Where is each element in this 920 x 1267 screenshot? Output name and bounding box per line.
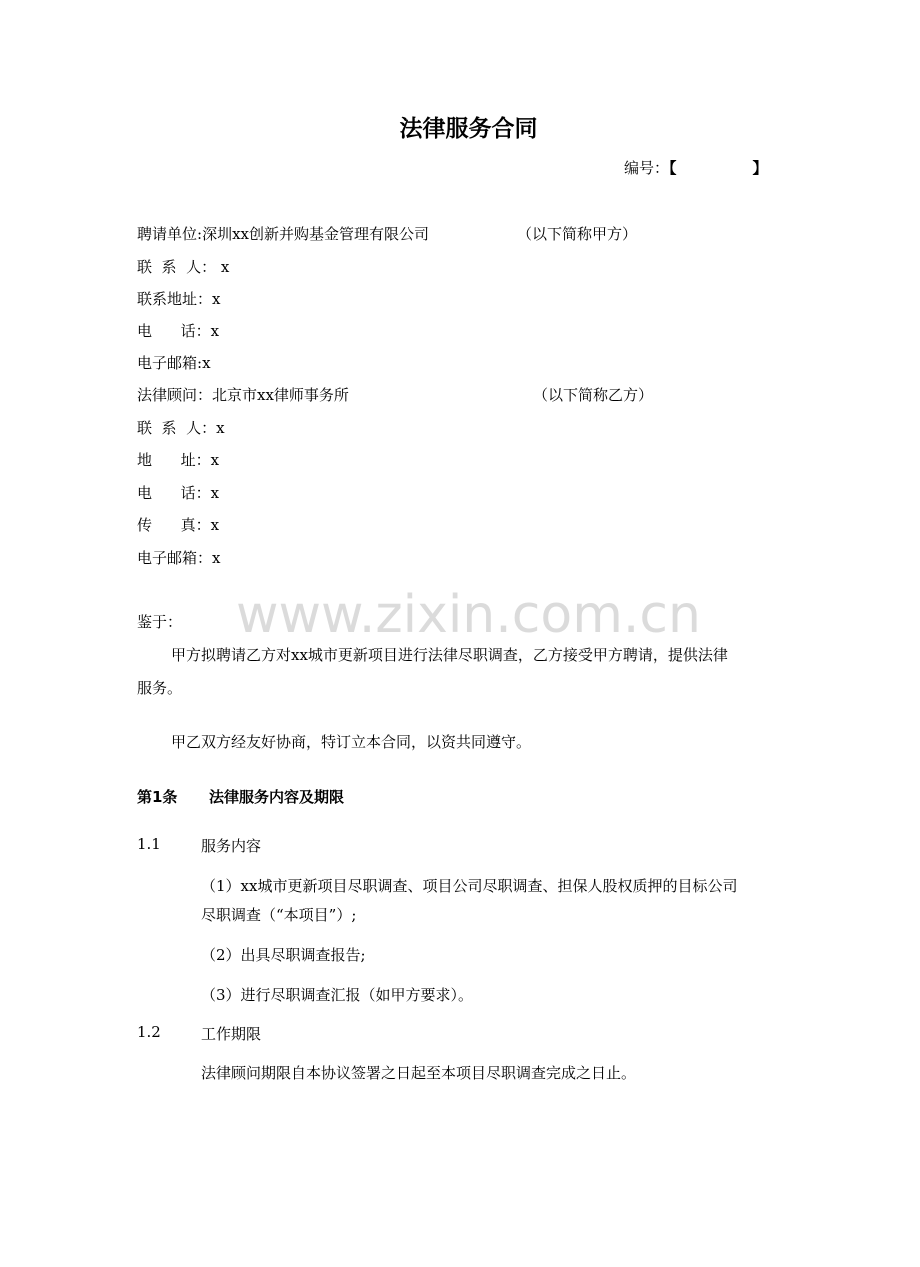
party-a-name-label: 聘请单位: (137, 225, 203, 243)
recital-paragraph-2: 甲乙双方经友好协商，特订立本合同，以资共同遵守。 (171, 733, 532, 751)
section-1-1-number: 1.1 (137, 835, 161, 853)
party-a-contact-row (137, 256, 229, 277)
party-b-email-value: x (212, 549, 221, 567)
section-1-2-text: 法律顾问期限自本协议签署之日起至本项目尽职调查完成之日止。 (201, 1064, 637, 1082)
document-title: 法律服务合同 (399, 116, 538, 142)
recital-paragraph-1-line-2: 服务。 (137, 679, 183, 697)
watermark: www.zixin.com.cn (236, 585, 701, 645)
party-b-fax-label: 传 真： (137, 516, 211, 534)
party-a-contact-label: 联 系 人： (137, 258, 217, 276)
section-1-2-number: 1.2 (137, 1023, 161, 1041)
party-a-phone-value: x (210, 322, 220, 340)
party-a-name-row (137, 223, 429, 244)
party-b-address-row (137, 449, 219, 470)
party-b-fax-value: x (210, 516, 220, 534)
party-b-contact-label: 联 系 人： (137, 419, 217, 437)
whereas-label: 鉴于： (137, 613, 183, 631)
contract-number-open-bracket: 【 (669, 159, 677, 177)
recital-paragraph-1-line-1: 甲方拟聘请乙方对xx城市更新项目进行法律尽职调查，乙方接受甲方聘请，提供法律 (171, 646, 728, 664)
party-a-email-value: x (202, 354, 211, 372)
party-b-fax-row (137, 514, 219, 535)
party-b-contact-row (137, 417, 225, 438)
party-b-name-row (137, 384, 349, 405)
service-item-1-line-2: 尽职调查（“本项目”）; (201, 906, 357, 924)
service-item-1-line-1: （1）xx城市更新项目尽职调查、项目公司尽职调查、担保人股权质押的目标公司 (201, 877, 738, 895)
party-a-alias: （以下简称甲方） (517, 225, 638, 243)
party-b-email-label: 电子邮箱： (137, 549, 213, 567)
party-b-address-label: 地 址： (137, 451, 211, 469)
party-a-address-label: 联系地址： (137, 290, 213, 308)
section-1-1-title: 服务内容 (201, 837, 262, 855)
party-a-name-value: 深圳xx创新并购基金管理有限公司 (202, 225, 429, 243)
service-item-2: （2）出具尽职调查报告; (201, 946, 366, 964)
contract-number-label: 编号： (624, 159, 670, 177)
article-1-title: 法律服务内容及期限 (209, 788, 345, 806)
party-a-contact-value: x (216, 258, 230, 276)
party-b-email-row (137, 547, 220, 568)
party-b-contact-value: x (216, 419, 225, 437)
article-1-number: 第1条 (137, 788, 178, 806)
party-a-phone-label: 电 话： (137, 322, 211, 340)
party-a-email-label: 电子邮箱: (137, 354, 203, 372)
contract-number-close-bracket: 】 (752, 159, 768, 177)
party-a-email-row (137, 352, 211, 373)
service-item-3: （3）进行尽职调查汇报（如甲方要求）。 (201, 986, 474, 1004)
party-a-phone-row (137, 320, 219, 341)
party-b-phone-value: x (210, 484, 220, 502)
party-a-address-row (137, 288, 220, 309)
party-b-name-label: 法律顾问： (137, 386, 213, 404)
contract-number (624, 157, 768, 178)
party-b-phone-label: 电 话： (137, 484, 211, 502)
party-b-phone-row (137, 482, 219, 503)
party-b-alias: （以下简称乙方） (533, 386, 654, 404)
section-1-2-title: 工作期限 (201, 1025, 262, 1043)
party-b-address-value: x (210, 451, 220, 469)
party-a-address-value: x (212, 290, 221, 308)
party-b-name-value: 北京市xx律师事务所 (212, 386, 349, 404)
